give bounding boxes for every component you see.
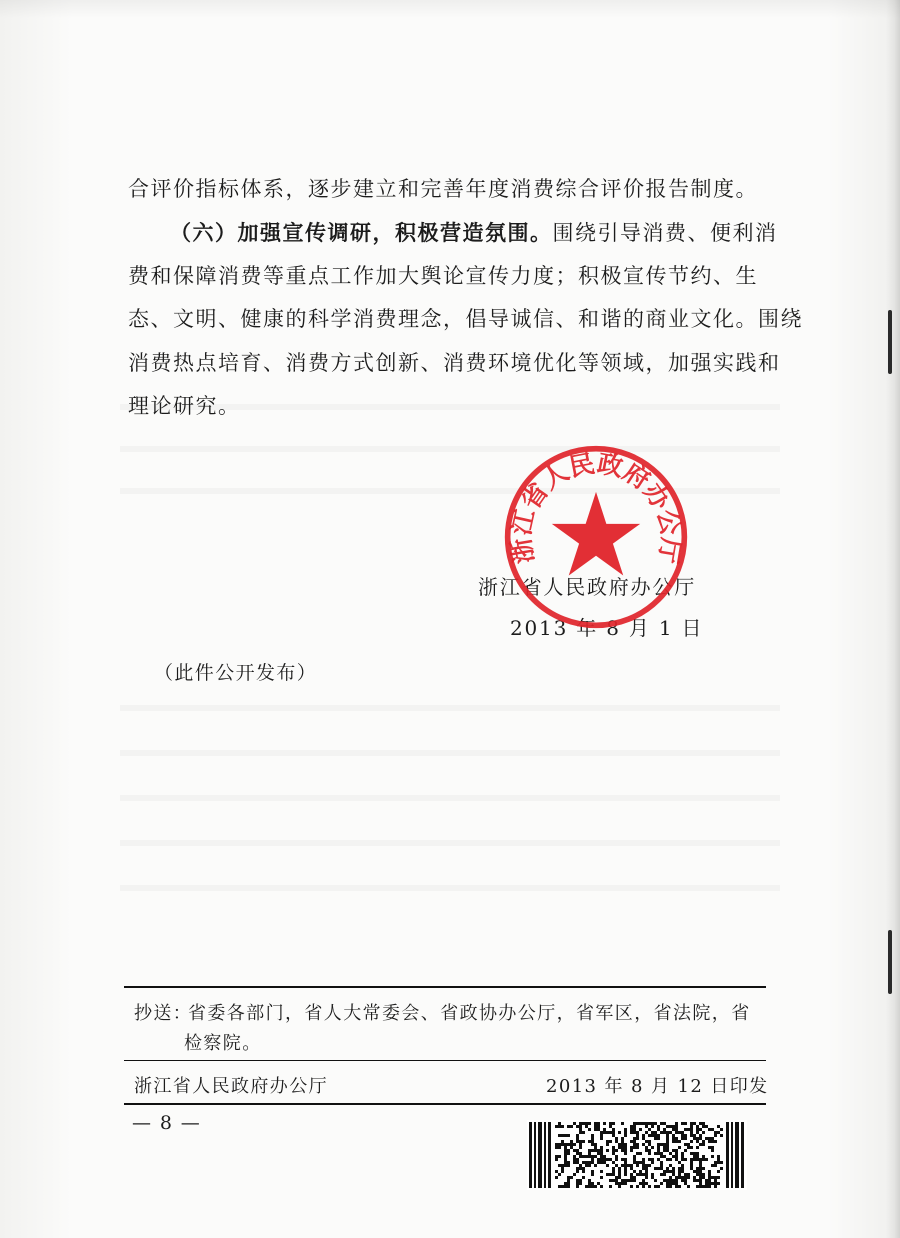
footer-bottom-rule bbox=[124, 1103, 766, 1105]
footer-print-date: 2013 年 8 月 12 日印发 bbox=[546, 1076, 769, 1097]
public-release-note: （此件公开发布） bbox=[154, 662, 318, 684]
distribution-bottom-rule bbox=[124, 1060, 766, 1061]
body-line: 合评价指标体系，逐步建立和完善年度消费综合评价报告制度。 bbox=[128, 177, 758, 201]
signature-issuer: 浙江省人民政府办公厅 bbox=[478, 575, 696, 599]
distribution-label: 抄送： bbox=[134, 1003, 193, 1024]
section-heading: （六）加强宣传调研，积极营造氛围。 bbox=[170, 220, 553, 245]
body-line: 态、文明、健康的科学消费理念，倡导诚信、和谐的商业文化。围绕 bbox=[128, 307, 803, 331]
bleed-through bbox=[120, 885, 780, 891]
bleed-through bbox=[120, 705, 780, 711]
signature-date: 2013 年 8 月 1 日 bbox=[510, 616, 704, 640]
scan-edge-mark bbox=[888, 310, 892, 374]
distribution-recipients-cont: 检察院。 bbox=[184, 1033, 262, 1054]
footer-issuer: 浙江省人民政府办公厅 bbox=[134, 1076, 328, 1097]
barcode-icon bbox=[527, 1120, 747, 1190]
scan-top-shadow bbox=[0, 0, 900, 18]
body-line: 费和保障消费等重点工作加大舆论宣传力度；积极宣传节约、生 bbox=[128, 264, 758, 288]
body-line: 理论研究。 bbox=[128, 394, 241, 418]
distribution-top-rule bbox=[124, 986, 766, 988]
page-number: — 8 — bbox=[132, 1112, 202, 1134]
scan-edge-mark bbox=[888, 930, 892, 994]
official-seal bbox=[502, 443, 690, 631]
svg-text:浙江省人民政府办公厅: 浙江省人民政府办公厅 bbox=[505, 447, 687, 566]
bleed-through bbox=[120, 795, 780, 801]
bleed-through bbox=[120, 840, 780, 846]
bleed-through bbox=[120, 750, 780, 756]
scan-edge-shadow bbox=[886, 0, 900, 1238]
distribution-recipients: 省委各部门，省人大常委会、省政协办公厅，省军区，省法院，省 bbox=[188, 1003, 751, 1024]
body-line: 消费热点培育、消费方式创新、消费环境优化等领域，加强实践和 bbox=[128, 351, 781, 375]
body-line bbox=[170, 220, 778, 246]
body-line-continuation: 围绕引导消费、便利消 bbox=[552, 221, 778, 245]
seal-star-icon bbox=[552, 492, 640, 576]
